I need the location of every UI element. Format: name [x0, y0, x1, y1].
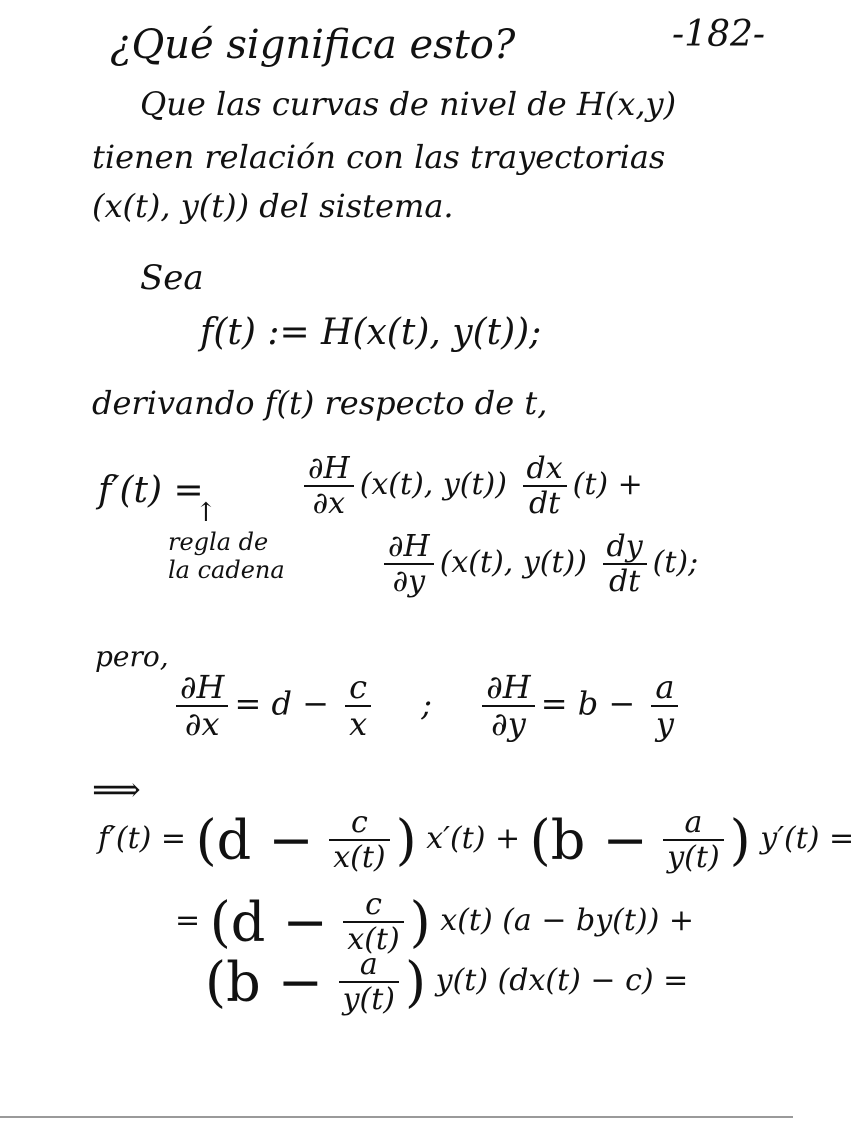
chain-term2-args: (x(t), y(t))	[439, 545, 587, 580]
intro-line-3: (x(t), y(t)) del sistema.	[92, 187, 454, 225]
intro-line-2: tienen relación con las trayectorias	[92, 138, 666, 176]
chain-term1-args: (x(t), y(t))	[359, 467, 507, 502]
chain-term2-partial: $\frac{\partial H}{\partial y}$	[384, 530, 434, 598]
note-cadena: la cadena	[168, 556, 285, 584]
pero-label: pero,	[95, 640, 169, 673]
page-number: -182-	[672, 14, 766, 55]
result-line-2: = (d − $\frac{c}{x(t)}$ ) x(t) (a − by(t)) +	[175, 887, 695, 957]
result-line-3: (b − $\frac{a}{y(t)}$ ) y(t) (dx(t) − c) =	[205, 947, 689, 1017]
chain-term2-tail: (t);	[652, 545, 699, 580]
chain-term2-derivative: $\frac{dy}{dt}$	[603, 530, 647, 598]
sea-label: Sea	[140, 258, 204, 298]
c-over-x: $\frac{c}{x}$	[345, 670, 371, 742]
chain-term1-partial: $\frac{\partial H}{\partial x}$	[304, 452, 354, 520]
partial-x-rhs: = d −	[234, 684, 329, 723]
chain-term2	[378, 530, 698, 598]
a-over-y: $\frac{a}{y}$	[651, 670, 678, 742]
result-line-1: f′(t) = (d − $\frac{c}{x(t)}$ ) x′(t) + (b − $\frac{a}{y(t)}$ ) y′(t) =	[98, 805, 854, 875]
partial-h-y: $\frac{\partial H}{\partial y}$	[482, 670, 534, 742]
partial-h-x: $\frac{\partial H}{\partial x}$	[176, 670, 228, 742]
note-regla: regla de	[168, 528, 269, 556]
header-question: ¿Qué significa esto?	[110, 22, 516, 68]
intro-line-1: Que las curvas de nivel de H(x,y)	[140, 85, 677, 123]
chain-term1-tail: (t) +	[572, 467, 643, 502]
a-over-yt-1: $\frac{a}{y(t)}$	[663, 806, 723, 874]
chain-term1-derivative: $\frac{dx}{dt}$	[523, 452, 567, 520]
implies-arrow-icon: ⟹	[92, 770, 141, 810]
partial-y-rhs: = b −	[540, 684, 636, 723]
partials-line	[170, 670, 684, 742]
separator: ;	[421, 684, 433, 723]
chain-term1	[298, 452, 643, 520]
chain-lhs: f′(t) =	[98, 470, 204, 511]
c-over-xt-2: $\frac{c}{x(t)}$	[343, 888, 403, 956]
page-edge-divider	[0, 1116, 793, 1118]
a-over-yt-3: $\frac{a}{y(t)}$	[339, 948, 399, 1016]
arrow-up-icon: ↑	[195, 498, 217, 528]
definition-f: f(t) := H(x(t), y(t));	[200, 312, 542, 353]
derivando-line: derivando f(t) respecto de t,	[92, 384, 548, 422]
c-over-xt-1: $\frac{c}{x(t)}$	[329, 806, 389, 874]
